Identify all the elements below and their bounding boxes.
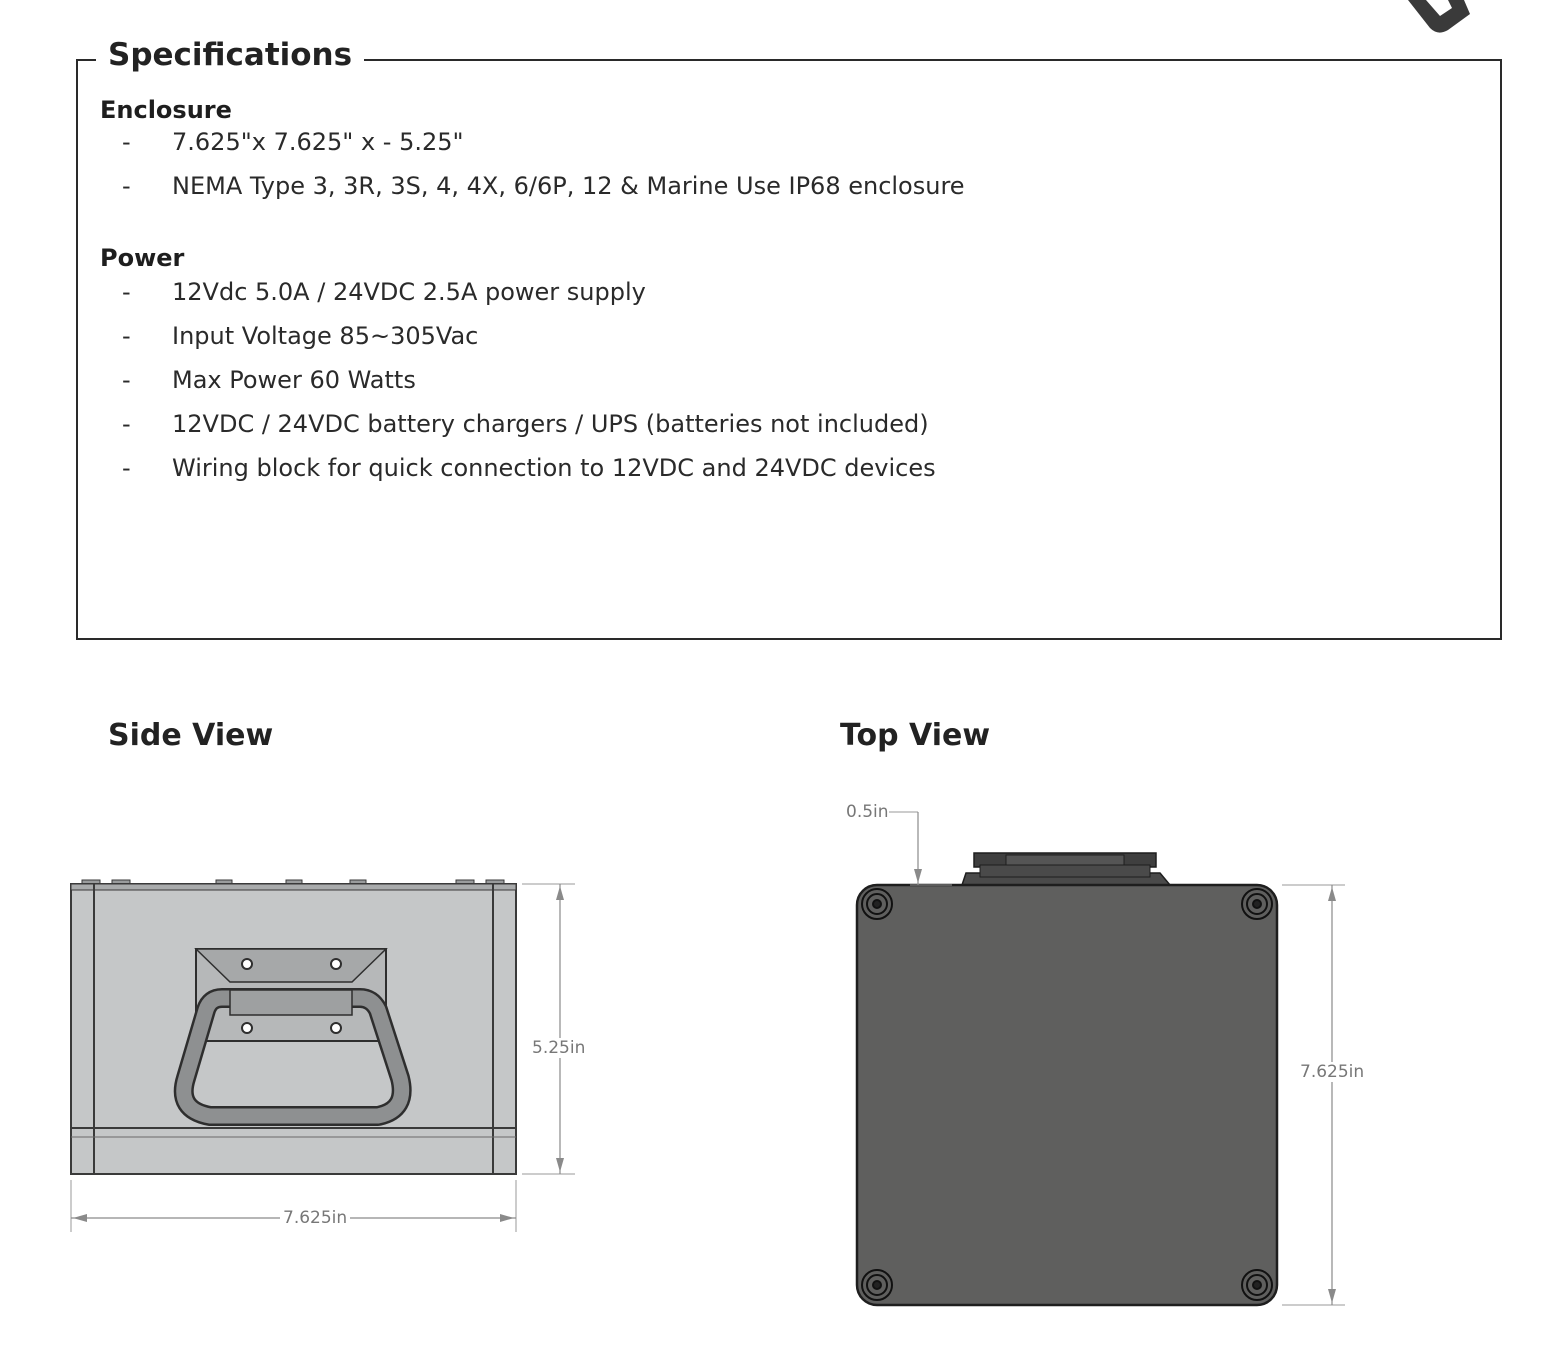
spec-item-text: 12Vdc 5.0A / 24VDC 2.5A power supply [172,278,646,306]
spec-item-text: Input Voltage 85~305Vac [172,322,479,350]
power-heading: Power [100,244,185,272]
spec-item-text: 7.625"x 7.625" x - 5.25" [172,128,464,156]
bullet-dash: - [122,454,131,482]
top-height-dimension: 7.625in [1300,1062,1365,1082]
spec-item-text: 12VDC / 24VDC battery chargers / UPS (batteries not included) [172,410,929,438]
product-corner-image [1400,0,1480,40]
side-view-title: Side View [108,718,274,753]
spec-item-text: Max Power 60 Watts [172,366,416,394]
side-height-dimension: 5.25in [532,1038,586,1058]
bullet-dash: - [122,128,131,156]
specifications-title: Specifications [96,34,364,76]
side-width-dimension: 7.625in [280,1208,350,1228]
bullet-dash: - [122,278,131,306]
enclosure-heading: Enclosure [100,96,232,124]
bullet-dash: - [122,410,131,438]
top-view-drawing [840,795,1380,1325]
handle-height-dimension: 0.5in [846,802,889,822]
spec-item-text: Wiring block for quick connection to 12VDC and 24VDC devices [172,454,936,482]
bullet-dash: - [122,322,131,350]
top-view-title: Top View [840,718,991,753]
bullet-dash: - [122,172,131,200]
bullet-dash: - [122,366,131,394]
spec-item-text: NEMA Type 3, 3R, 3S, 4, 4X, 6/6P, 12 & Marine Use IP68 enclosure [172,172,965,200]
